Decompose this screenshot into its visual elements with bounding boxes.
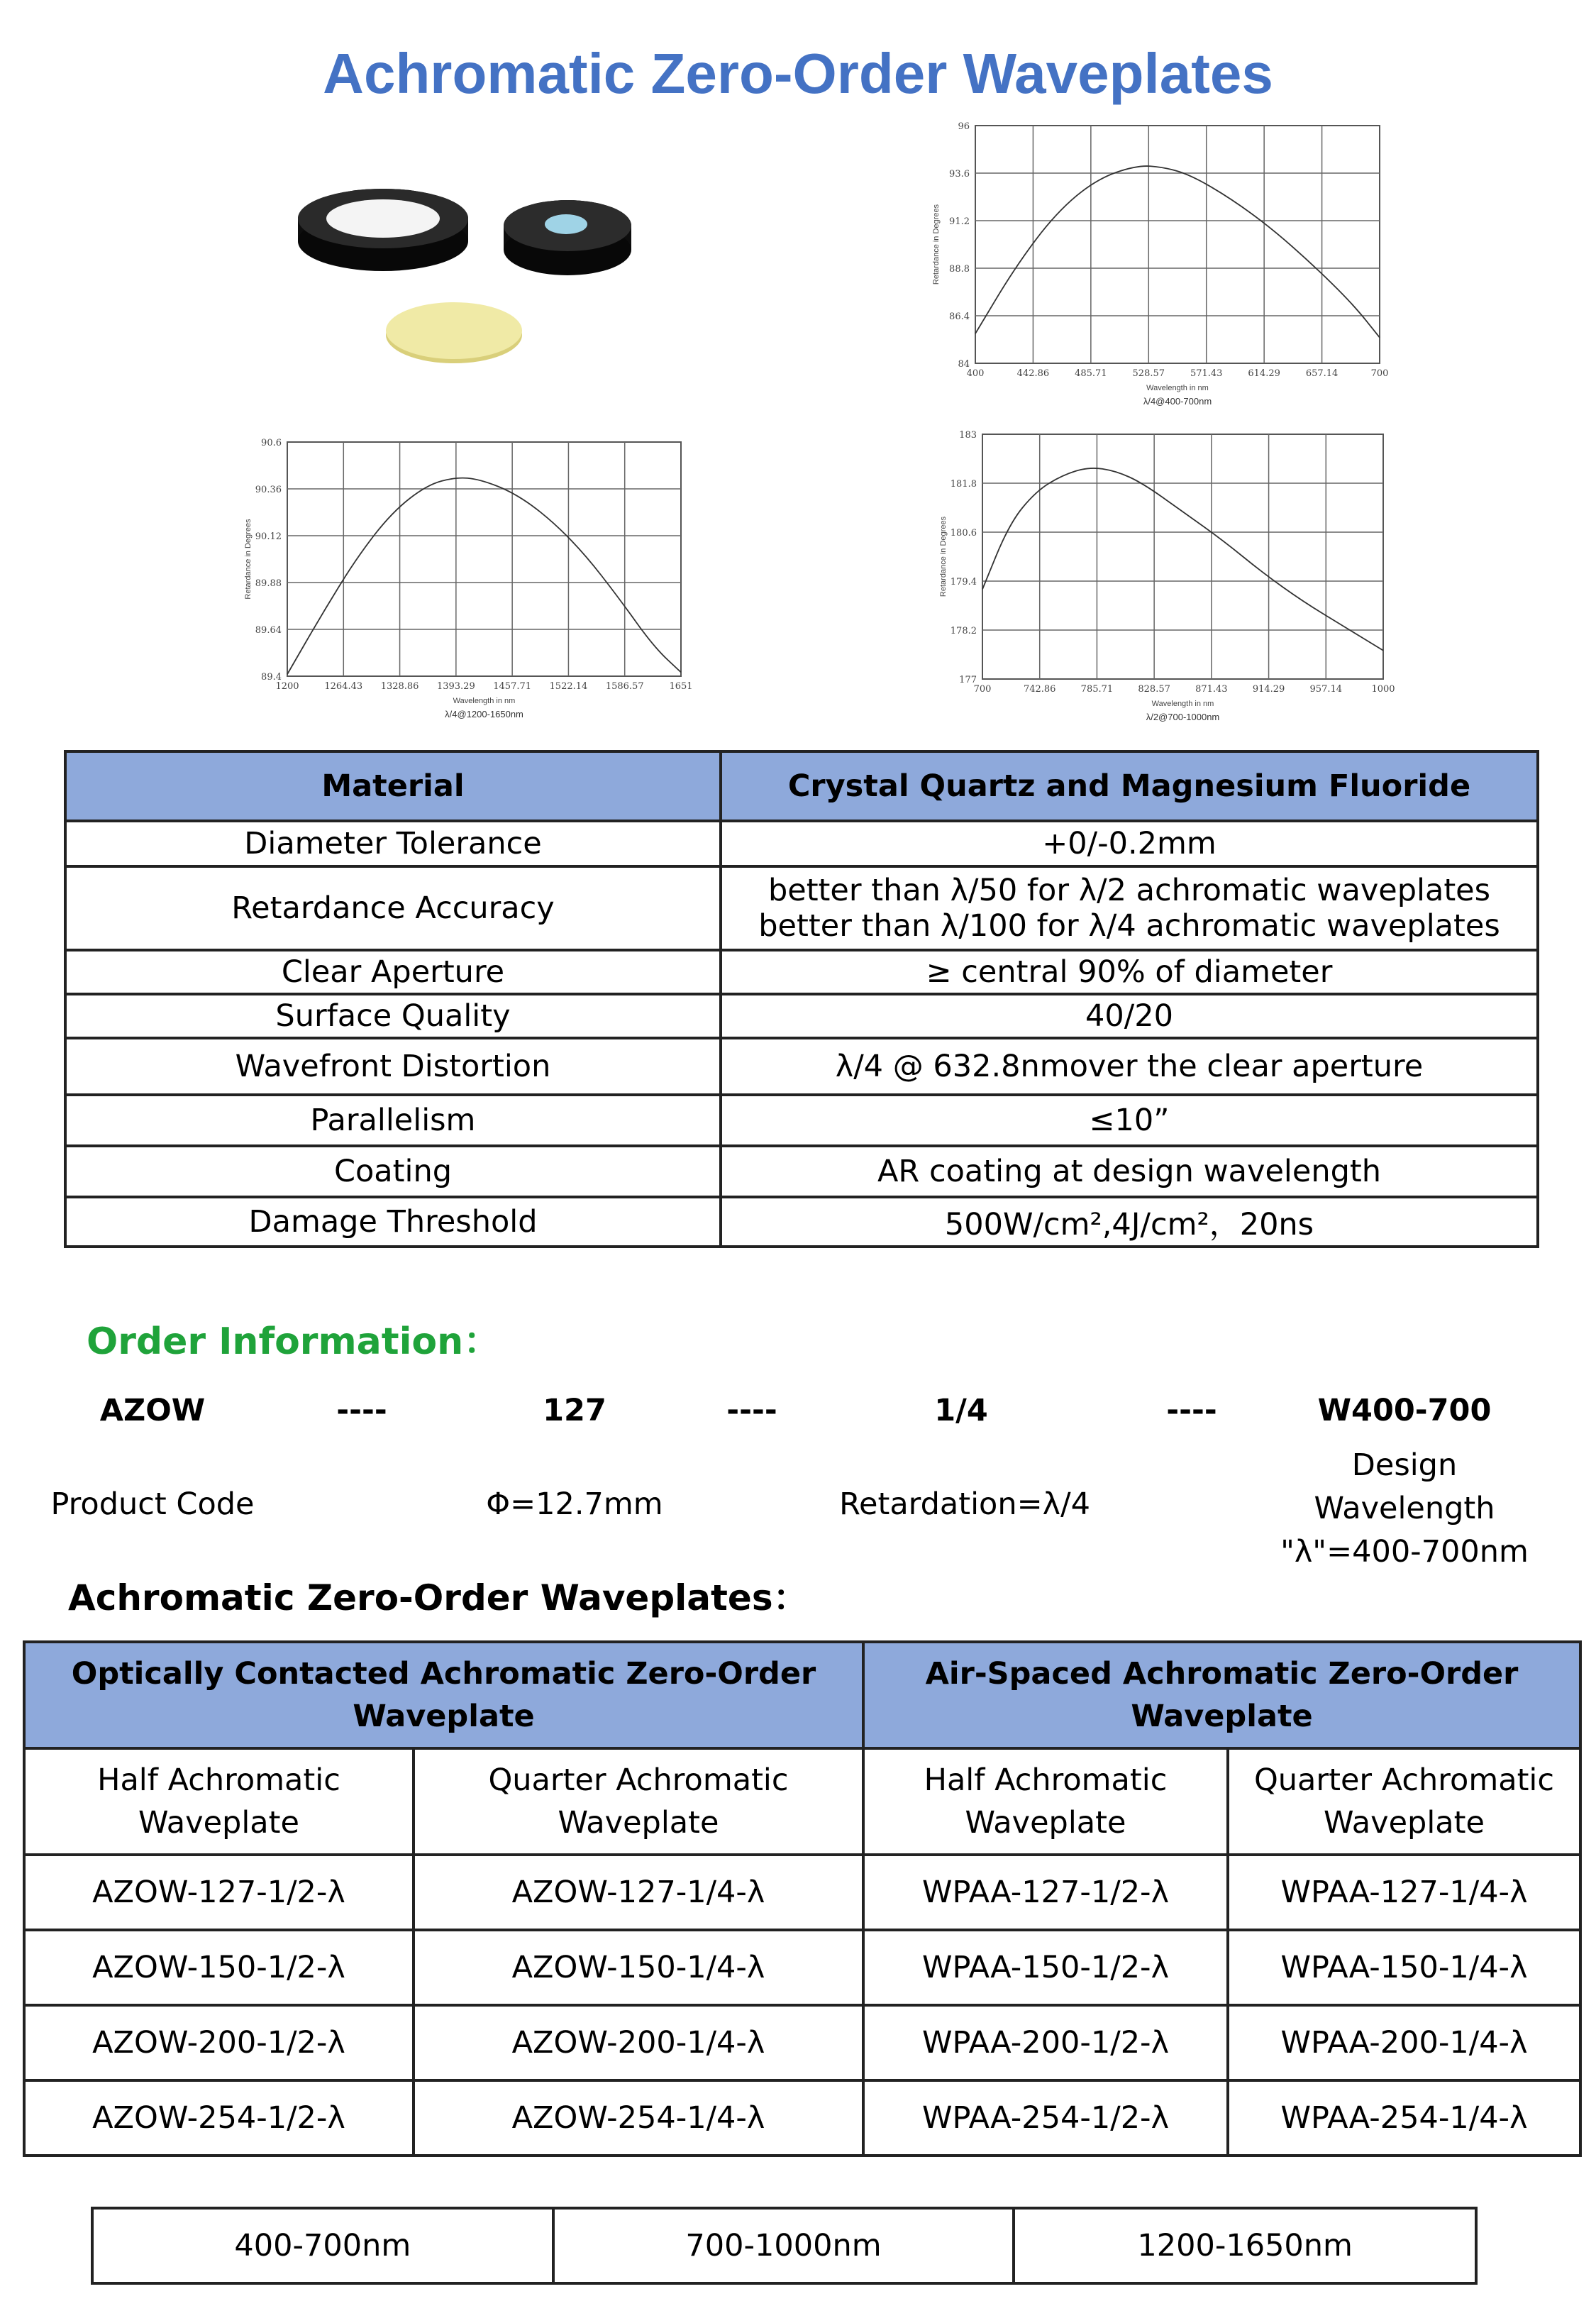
x-axis-label: Wavelength in nm xyxy=(1151,700,1214,708)
part-number: AZOW-150-1/2-λ xyxy=(24,1930,414,2005)
spec-value-line: better than λ/50 for λ/2 achromatic waveplates xyxy=(767,873,1491,908)
y-tick-label: 89.88 xyxy=(255,578,282,589)
spec-label: Surface Quality xyxy=(65,994,721,1038)
spec-value-line: better than λ/100 for λ/4 achromatic waveplates xyxy=(758,908,1500,944)
page-title: Achromatic Zero-Order Waveplates xyxy=(323,42,1273,105)
y-tick-label: 90.6 xyxy=(261,438,282,448)
parts-group-contacted xyxy=(24,1642,863,1748)
x-tick-label: 571.43 xyxy=(1190,368,1223,379)
y-tick-label: 90.36 xyxy=(255,485,282,495)
order-code-separator: ---- xyxy=(726,1393,777,1428)
part-number: WPAA-127-1/2-λ xyxy=(863,1855,1228,1930)
order-code-separator: ---- xyxy=(336,1393,387,1428)
y-tick-label: 89.64 xyxy=(255,625,282,636)
x-tick-label: 1457.71 xyxy=(493,681,532,692)
chart-caption: λ/4@1200-1650nm xyxy=(445,709,523,719)
y-axis-label: Retardance in Degrees xyxy=(932,204,941,285)
spec-label: Coating xyxy=(65,1146,721,1197)
x-tick-label: 528.57 xyxy=(1132,368,1165,379)
x-tick-label: 1586.57 xyxy=(605,681,644,692)
spec-value: 500W/cm²,4J/cm²，20ns xyxy=(721,1197,1538,1247)
parts-subheader xyxy=(863,1748,1228,1855)
x-tick-label: 1651 xyxy=(669,681,693,692)
wavelength-range: 400-700nm xyxy=(92,2208,553,2283)
order-info-heading: Order Information： xyxy=(87,1320,501,1363)
subheader-line: Waveplate xyxy=(965,1805,1126,1841)
spec-value: 40/20 xyxy=(721,994,1538,1038)
y-axis-label: Retardance in Degrees xyxy=(939,516,948,597)
x-tick-label: 442.86 xyxy=(1016,368,1050,379)
spec-value: AR coating at design wavelength xyxy=(721,1146,1538,1197)
spec-header-value: Crystal Quartz and Magnesium Fluoride xyxy=(721,751,1538,821)
x-tick-label: 957.14 xyxy=(1309,684,1343,695)
x-tick-label: 1393.29 xyxy=(436,681,475,692)
x-axis-label: Wavelength in nm xyxy=(1146,384,1209,392)
table-row xyxy=(24,1930,1580,2005)
x-tick-label: 1200 xyxy=(275,681,299,692)
y-tick-label: 84 xyxy=(958,359,970,370)
spec-label: Clear Aperture xyxy=(65,950,721,994)
spec-label: Wavefront Distortion xyxy=(65,1038,721,1095)
part-number: WPAA-150-1/2-λ xyxy=(863,1930,1228,2005)
y-tick-label: 86.4 xyxy=(949,311,970,322)
subheader-line: Waveplate xyxy=(1324,1805,1485,1841)
subheader-line: Quarter Achromatic xyxy=(488,1762,789,1798)
group-line: Waveplate xyxy=(1131,1699,1313,1734)
wavelength-range-table xyxy=(91,2207,1478,2285)
parts-heading: Achromatic Zero-Order Waveplates： xyxy=(68,1577,809,1618)
order-desc-product: Product Code xyxy=(50,1486,255,1522)
group-line: Waveplate xyxy=(353,1699,535,1734)
y-tick-label: 89.4 xyxy=(261,672,282,683)
x-tick-label: 785.71 xyxy=(1080,684,1114,695)
x-tick-label: 400 xyxy=(966,368,985,379)
x-tick-label: 1264.43 xyxy=(324,681,363,692)
part-number: AZOW-150-1/4-λ xyxy=(414,1930,863,2005)
y-tick-label: 90.12 xyxy=(255,531,282,542)
y-tick-label: 177 xyxy=(959,675,977,685)
x-tick-label: 1328.86 xyxy=(380,681,419,692)
y-tick-label: 179.4 xyxy=(950,577,977,587)
x-tick-label: 700 xyxy=(973,684,992,695)
y-tick-label: 180.6 xyxy=(950,528,977,539)
x-tick-label: 871.43 xyxy=(1195,684,1228,695)
wavelength-range: 700-1000nm xyxy=(553,2208,1014,2283)
spec-label: Diameter Tolerance xyxy=(65,821,721,866)
x-tick-label: 914.29 xyxy=(1252,684,1285,695)
y-tick-label: 96 xyxy=(958,121,970,132)
parts-subheader xyxy=(1228,1748,1580,1855)
part-number: AZOW-127-1/2-λ xyxy=(24,1855,414,1930)
order-code-separator: ---- xyxy=(1166,1393,1217,1428)
order-desc-line: "λ"=400-700nm xyxy=(1280,1534,1529,1569)
chart-1200-1650 xyxy=(234,429,702,727)
y-tick-label: 88.8 xyxy=(949,264,970,275)
parts-subheader xyxy=(414,1748,863,1855)
subheader-line: Waveplate xyxy=(558,1805,719,1841)
y-tick-label: 178.2 xyxy=(950,626,977,636)
group-line: Air-Spaced Achromatic Zero-Order xyxy=(925,1656,1519,1692)
spec-value: ≤10” xyxy=(721,1095,1538,1146)
chart-700-1000 xyxy=(922,426,1404,731)
part-number: WPAA-200-1/2-λ xyxy=(863,2005,1228,2080)
part-number: WPAA-254-1/2-λ xyxy=(863,2080,1228,2156)
product-photo xyxy=(298,170,638,383)
part-number: AZOW-254-1/2-λ xyxy=(24,2080,414,2156)
plot-frame xyxy=(287,442,681,676)
part-number: AZOW-254-1/4-λ xyxy=(414,2080,863,2156)
spec-label: Damage Threshold xyxy=(65,1197,721,1247)
spec-table xyxy=(64,750,1539,1248)
part-number: AZOW-127-1/4-λ xyxy=(414,1855,863,1930)
order-desc-retardation: Retardation=λ/4 xyxy=(839,1486,1090,1522)
spec-value: ≥ central 90% of diameter xyxy=(721,950,1538,994)
x-tick-label: 614.29 xyxy=(1248,368,1280,379)
x-tick-label: 1000 xyxy=(1371,684,1395,695)
group-line: Optically Contacted Achromatic Zero-Order xyxy=(71,1656,816,1692)
part-number: WPAA-254-1/4-λ xyxy=(1228,2080,1580,2156)
y-axis-label: Retardance in Degrees xyxy=(244,519,253,600)
x-axis-label: Wavelength in nm xyxy=(453,697,516,705)
subheader-line: Half Achromatic xyxy=(97,1762,340,1798)
spec-label: Parallelism xyxy=(65,1095,721,1146)
y-tick-label: 183 xyxy=(959,430,977,441)
parts-subheader xyxy=(24,1748,414,1855)
order-code-diameter: 127 xyxy=(543,1393,606,1428)
order-code-wavelength: W400-700 xyxy=(1317,1393,1492,1428)
part-number: WPAA-200-1/4-λ xyxy=(1228,2005,1580,2080)
plot-frame xyxy=(975,126,1380,363)
x-tick-label: 742.86 xyxy=(1023,684,1056,695)
y-tick-label: 93.6 xyxy=(949,169,970,180)
spec-value: +0/-0.2mm xyxy=(721,821,1538,866)
subheader-line: Half Achromatic xyxy=(924,1762,1168,1798)
chart-caption: λ/2@700-1000nm xyxy=(1146,712,1220,722)
order-code-product: AZOW xyxy=(99,1393,206,1428)
spec-label: Retardance Accuracy xyxy=(65,866,721,950)
x-tick-label: 1522.14 xyxy=(549,681,588,692)
spec-value xyxy=(721,866,1538,950)
order-desc-diameter: Φ=12.7mm xyxy=(486,1486,663,1522)
spec-header-material: Material xyxy=(65,751,721,821)
y-tick-label: 91.2 xyxy=(949,216,970,227)
part-number: WPAA-127-1/4-λ xyxy=(1228,1855,1580,1930)
chart-caption: λ/4@400-700nm xyxy=(1143,396,1212,407)
y-tick-label: 181.8 xyxy=(950,479,977,490)
spec-value: λ/4 @ 632.8nmover the clear aperture xyxy=(721,1038,1538,1095)
parts-table xyxy=(23,1640,1582,2157)
x-tick-label: 657.14 xyxy=(1305,368,1339,379)
order-code-retardation: 1/4 xyxy=(934,1393,988,1428)
table-row xyxy=(24,2005,1580,2080)
wavelength-range: 1200-1650nm xyxy=(1014,2208,1476,2283)
order-desc-line: Wavelength xyxy=(1314,1491,1495,1526)
order-desc-wavelength xyxy=(1248,1444,1561,1574)
x-tick-label: 700 xyxy=(1370,368,1389,379)
plot-frame xyxy=(982,434,1383,679)
parts-group-airspaced xyxy=(863,1642,1580,1748)
table-row xyxy=(24,1855,1580,1930)
x-tick-label: 485.71 xyxy=(1075,368,1107,379)
order-desc-line: Design xyxy=(1351,1447,1458,1483)
subheader-line: Waveplate xyxy=(138,1805,299,1841)
subheader-line: Quarter Achromatic xyxy=(1253,1762,1555,1798)
part-number: WPAA-150-1/4-λ xyxy=(1228,1930,1580,2005)
table-row xyxy=(24,2080,1580,2156)
part-number: AZOW-200-1/2-λ xyxy=(24,2005,414,2080)
chart-400-700 xyxy=(922,117,1390,415)
part-number: AZOW-200-1/4-λ xyxy=(414,2005,863,2080)
x-tick-label: 828.57 xyxy=(1138,684,1170,695)
